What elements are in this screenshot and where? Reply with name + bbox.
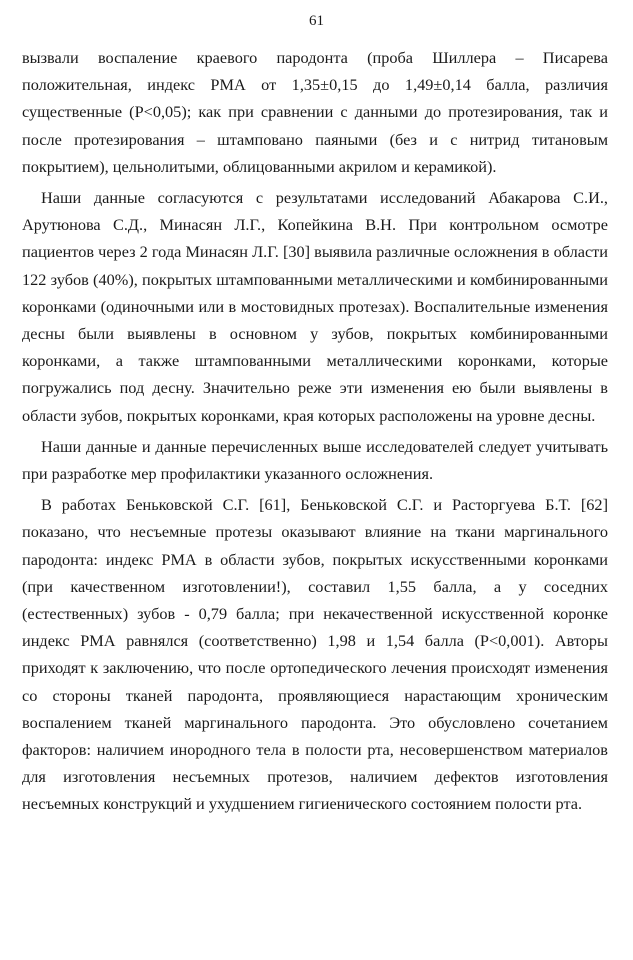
paragraph-benkovskaya-study: В работах Беньковской С.Г. [61], Беньковской С.Г. и Расторгуева Б.Т. [62] показано, что несъемные протезы оказывают влияние на ткани маргинального пародонта: индекс РМА в области зубов, покрытых искусственными коронками (при качественном изготовлении!), составил 1,55 балла, а у соседних (естественных) зубов - 0,79 балла; при некачественной искусственной коронке индекс РМА равнялся (соответственно) 1,98 и 1,54 балла (Р<0,001). Авторы приходят к заключению, что после ортопедического лечения происходят изменения со стороны тканей пародонта, проявляющиеся нарастающим хроническим воспалением тканей маргинального пародонта. Это обусловлено сочетанием факторов: наличием инородного тела в полости рта, несовершенством материалов для изготовления несъемных протезов, наличием дефектов изготовления несъемных конструкций и ухудшением гигиенического состоянием полости рта.: [22, 495, 608, 814]
paragraph-abakarov-study: Наши данные согласуются с результатами исследований Абакарова С.И., Арутюнова С.Д., Минасян Л.Г., Копейкина В.Н. При контрольном осмотре пациентов через 2 года Минасян Л.Г. [30] выявила различные осложнения в области 122 зубов (40%), покрытых штампованными металлическими и комбинированными коронками (одиночными или в мостовидных протезах). Воспалительные изменения десны были выявлены в основном у зубов, покрытых комбинированными коронками, а также штампованными металлическими коронками, которые погружались под десну. Значительно реже эти изменения ею были выявлены в области зубов, покрытых коронками, края которых расположены на уровне десны.: [22, 188, 608, 425]
paragraph-our-data: Наши данные и данные перечисленных выше исследователей следует учитывать при разработке мер профилактики указанного осложнения.: [22, 436, 608, 484]
page-number: 61: [309, 13, 324, 29]
text-body: [22, 44, 608, 818]
paragraph-continuation: вызвали воспаление краевого пародонта (проба Шиллера – Писарева положительная, индекс РМА от 1,35±0,15 до 1,49±0,14 балла, различия существенные (Р<0,05); как при сравнении с данными до протезирования, так и после протезирования – штамповано паяными (без и с нитрид титановым покрытием), цельнолитыми, облицованными акрилом и керамикой).: [22, 48, 608, 176]
